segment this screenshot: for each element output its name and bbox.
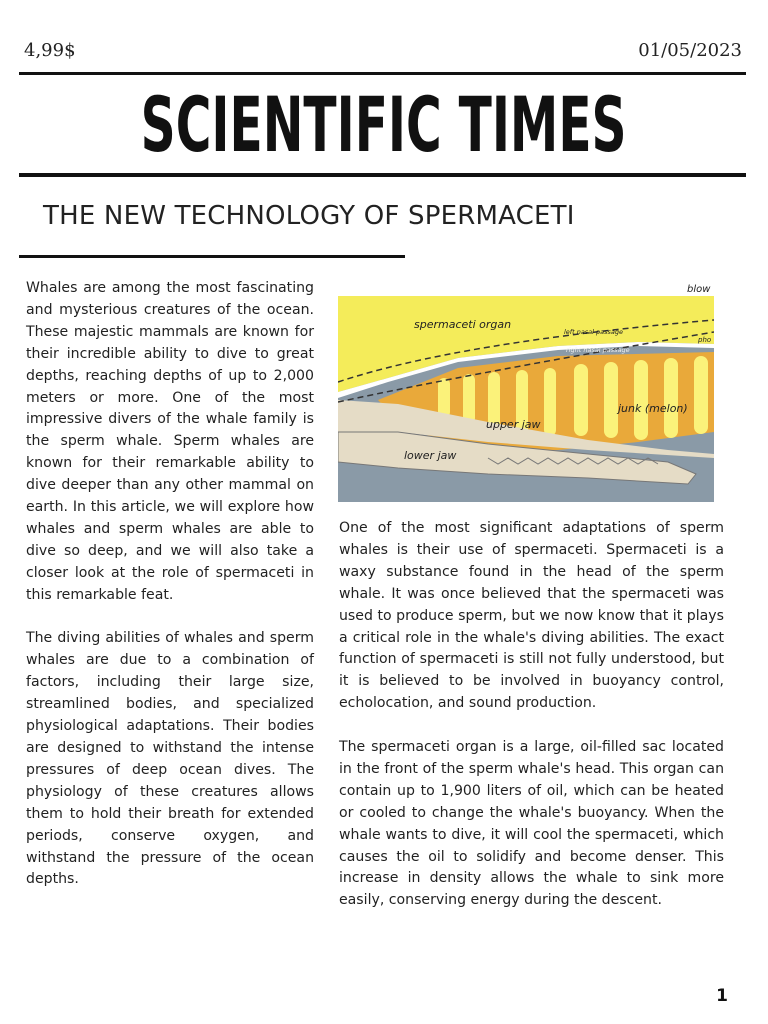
- article-column-left: [26, 278, 314, 913]
- issue-price: 4,99$: [24, 40, 76, 61]
- junk-bar: [634, 360, 648, 440]
- label-blow: blow: [687, 284, 711, 295]
- label-pho: pho: [698, 336, 712, 344]
- label-upper-jaw: upper jaw: [486, 418, 541, 431]
- diagram-top-strip: [338, 282, 714, 296]
- sperm-whale-head-diagram: [338, 282, 714, 502]
- page-number: 1: [716, 986, 728, 1006]
- label-right-nasal: right nasal passage: [566, 346, 630, 354]
- junk-bar: [604, 362, 618, 438]
- diagram-svg: [338, 282, 714, 502]
- label-lower-jaw: lower jaw: [404, 449, 457, 462]
- article-headline: THE NEW TECHNOLOGY OF SPERMACETI: [43, 201, 575, 231]
- junk-bar: [438, 378, 450, 418]
- junk-bar: [544, 368, 556, 436]
- label-junk: junk (melon): [618, 402, 688, 415]
- headline-underline: [19, 255, 405, 258]
- junk-bar: [463, 374, 475, 424]
- junk-bar: [574, 364, 588, 436]
- masthead-bottom-rule: [19, 173, 746, 177]
- masthead-top-rule: [19, 72, 746, 75]
- issue-date: 01/05/2023: [638, 40, 742, 61]
- label-left-nasal: left nasal passage: [564, 328, 624, 336]
- junk-bar: [664, 358, 678, 438]
- paragraph: The diving abilities of whales and sperm whales are due to a combination of factors, including their large size, streamlined bodies, and specialized physiological adaptations. Their bodies are designed to withstand the intense pressures of deep ocean dives. The physiology of these creatures allows them to hold their breath for extended periods, conserve oxygen, and withstand the pressure of the ocean depths.: [26, 630, 314, 888]
- paragraph: One of the most significant adaptations of sperm whales is their use of spermaceti. Spermaceti is a waxy substance found in the head of the sperm whale. It was once believed that the spermaceti was used to produce sperm, but we now know that it plays a critical role in the whale's diving abilities. The exact function of spermaceti is still not fully understood, but it is believed to be involved in buoyancy control, echolocation, and sound production.: [339, 520, 724, 712]
- label-spermaceti-organ: spermaceti organ: [414, 318, 512, 331]
- junk-bar: [694, 356, 708, 434]
- masthead-title: [0, 82, 768, 168]
- article-column-right: [339, 518, 724, 934]
- paragraph: The spermaceti organ is a large, oil-filled sac located in the front of the sperm whale's head. This organ can contain up to 1,900 liters of oil, which can be heated or cooled to change the whale's buoyancy. When the whale wants to dive, it will cool the spermaceti, which causes the oil to solidify and become denser. This increase in density allows the whale to sink more easily, conserving energy during the descent.: [339, 739, 724, 909]
- masthead-text: SCIENTIFIC TIMES: [141, 80, 627, 169]
- paragraph: Whales are among the most fascinating and mysterious creatures of the ocean. These majestic mammals are known for their incredible ability to dive to great depths, reaching depths of up to 2,000 meters or more. One of the most impressive divers of the whale family is the sperm whale. Sperm whales are known for their remarkable ability to dive deeper than any other mammal on earth. In this article, we will explore how whales and sperm whales are able to dive so deep, and we will also take a closer look at the role of spermaceti in this remarkable feat.: [26, 280, 314, 603]
